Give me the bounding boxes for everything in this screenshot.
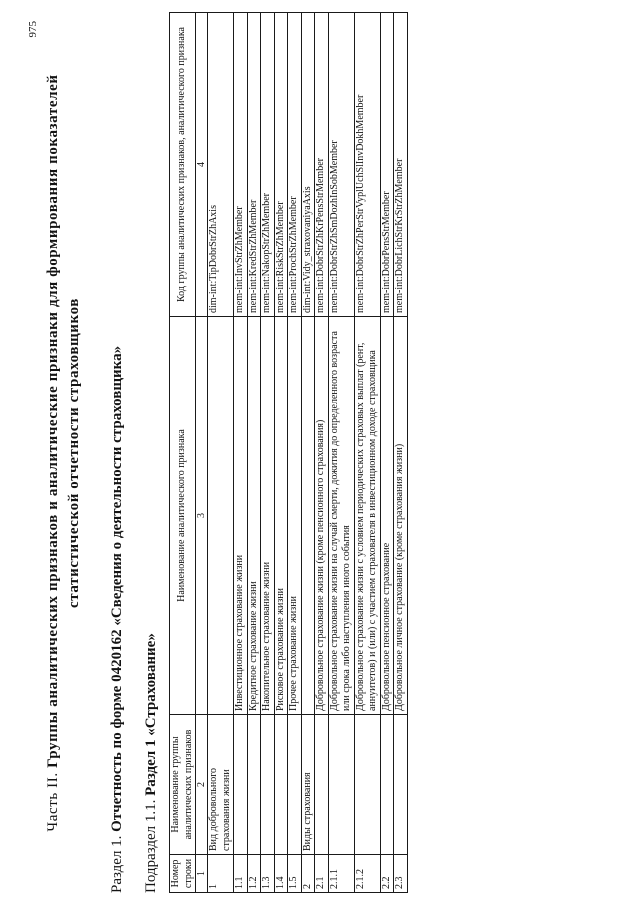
column-number: 2 xyxy=(196,715,208,855)
row-number: 2.3 xyxy=(394,855,408,893)
part-heading-line1 xyxy=(43,13,64,893)
feature-name: Прочее страхование жизни xyxy=(288,317,302,715)
part-heading xyxy=(43,13,85,893)
column-number: 1 xyxy=(196,855,208,893)
group-name: Виды страхования xyxy=(301,715,315,855)
header-row-number: Номер строки xyxy=(170,855,196,893)
table-row xyxy=(301,13,315,893)
part-prefix: Часть II. xyxy=(45,772,61,832)
row-number: 2 xyxy=(301,855,315,893)
feature-code: mem-int:NakopStrZhMember xyxy=(261,13,275,317)
table-row xyxy=(354,13,380,893)
feature-code: mem-int:DobrStrZhPerStrVyplUchSlInvDokhMember xyxy=(354,13,380,317)
header-group-name: Наименование группы аналитических признаков xyxy=(170,715,196,855)
page-number: 975 xyxy=(27,21,39,38)
feature-code: mem-int:DobrLichStrKrStrZhMember xyxy=(394,13,408,317)
column-number: 3 xyxy=(196,317,208,715)
feature-name: Добровольное страхование жизни с условием периодических страховых выплат (рент, аннуитетов) и (или) с участием страхователя в инвестиционном доходе страховщика xyxy=(354,317,380,715)
table-row xyxy=(288,13,302,893)
row-number: 1.3 xyxy=(261,855,275,893)
feature-code: mem-int:DobrPensStrMember xyxy=(380,13,394,317)
row-number: 1.5 xyxy=(288,855,302,893)
feature-name: Накопительное страхование жизни xyxy=(261,317,275,715)
section-heading xyxy=(109,346,126,893)
table-row xyxy=(380,13,394,893)
table-row xyxy=(274,13,288,893)
row-number: 2.1.1 xyxy=(328,855,354,893)
feature-name xyxy=(301,317,315,715)
feature-name: Рисковое страхование жизни xyxy=(274,317,288,715)
group-name xyxy=(328,715,354,855)
table-row xyxy=(247,13,261,893)
header-feature-name: Наименование аналитического признака xyxy=(170,317,196,715)
feature-name: Добровольное пенсионное страхование xyxy=(380,317,394,715)
table-row xyxy=(315,13,329,893)
section-title: Отчетность по форме 0420162 «Сведения о деятельности страховщика» xyxy=(109,345,125,832)
feature-code: mem-int:KredStrZhMember xyxy=(247,13,261,317)
group-name xyxy=(354,715,380,855)
row-number: 1.4 xyxy=(274,855,288,893)
table-row xyxy=(234,13,248,893)
feature-name: Добровольное страхование жизни (кроме пенсионного страхования) xyxy=(315,317,329,715)
table-row xyxy=(261,13,275,893)
column-number: 4 xyxy=(196,13,208,317)
feature-code: mem-int:RiskStrZhMember xyxy=(274,13,288,317)
feature-code: mem-int:ProchStrZhMember xyxy=(288,13,302,317)
group-name xyxy=(234,715,248,855)
part-title-line1: Группы аналитических признаков и аналитические признаки для формирования показателей xyxy=(45,74,61,768)
row-number: 1.1 xyxy=(234,855,248,893)
part-title-line2: статистической отчетности страховщиков xyxy=(66,298,82,608)
rotated-document xyxy=(25,13,615,893)
group-name xyxy=(261,715,275,855)
feature-code: dim-int:TipDobrStrZhAxis xyxy=(208,13,234,317)
header-code: Код группы аналитических признаков, аналитического признака xyxy=(170,13,196,317)
feature-name: Инвестиционное страхование жизни xyxy=(234,317,248,715)
subsection-prefix: Подраздел 1.1. xyxy=(143,799,159,893)
group-name xyxy=(247,715,261,855)
feature-name: Кредитное страхование жизни xyxy=(247,317,261,715)
feature-name xyxy=(208,317,234,715)
row-number: 1.2 xyxy=(247,855,261,893)
feature-code: dim-int:Vidy_straxovaniyaAxis xyxy=(301,13,315,317)
table-row xyxy=(394,13,408,893)
table-row xyxy=(328,13,354,893)
feature-code: mem-int:DobrStrZhSmDozhInSobMember xyxy=(328,13,354,317)
row-number: 2.1 xyxy=(315,855,329,893)
row-number: 2.2 xyxy=(380,855,394,893)
feature-name: Добровольное личное страхование (кроме страхования жизни) xyxy=(394,317,408,715)
feature-name: Добровольное страхование жизни на случай смерти, дожития до определенного возраста или срока либо наступления иного события xyxy=(328,317,354,715)
row-number: 2.1.2 xyxy=(354,855,380,893)
column-number-row xyxy=(196,13,208,893)
features-table xyxy=(169,12,408,893)
subsection-title: Раздел 1 «Страхование» xyxy=(143,633,159,796)
row-number: 1 xyxy=(208,855,234,893)
table-row xyxy=(208,13,234,893)
table-header-row xyxy=(170,13,196,893)
group-name xyxy=(274,715,288,855)
group-name: Вид добровольного страхования жизни xyxy=(208,715,234,855)
section-prefix: Раздел 1. xyxy=(109,835,125,893)
group-name xyxy=(394,715,408,855)
feature-code: mem-int:DobrStrZhKrPensStrMember xyxy=(315,13,329,317)
group-name xyxy=(288,715,302,855)
group-name xyxy=(315,715,329,855)
subsection-heading xyxy=(143,633,160,893)
feature-code: mem-int:InvStrZhMember xyxy=(234,13,248,317)
group-name xyxy=(380,715,394,855)
